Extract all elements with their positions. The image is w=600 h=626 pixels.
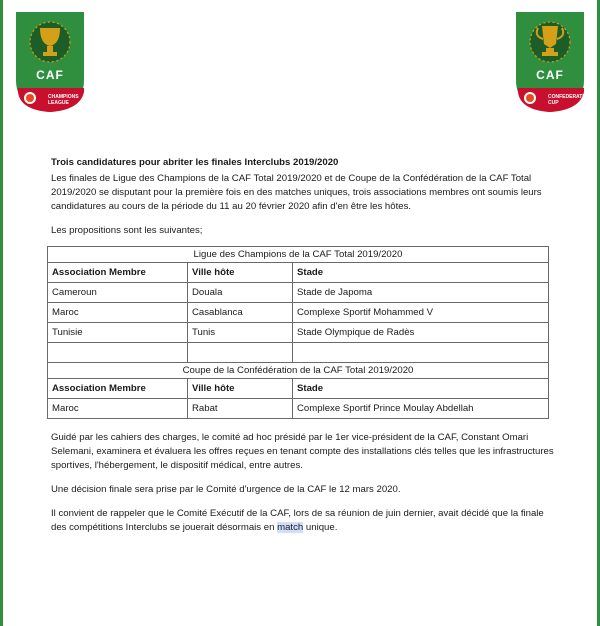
proposals-intro: Les propositions sont les suivantes; — [51, 225, 203, 236]
intro-paragraph: Les finales de Ligue des Champions de la CAF Total 2019/2020 et de Coupe de la Confédération de la CAF Total 2019/2020 se disputant pour la première fois en des matches uniques, trois associations membres ont soumis leurs candidatures au cours de la période du 11 au 20 février 2020 afin d'en être les hôtes. — [51, 173, 542, 212]
table-row — [48, 303, 549, 323]
cell-stade: Stade Olympique de Radès — [293, 323, 549, 343]
article-title: Trois candidatures pour abriter les finales Interclubs 2019/2020 — [51, 157, 339, 168]
decision-paragraph: Une décision finale sera prise par le Comité d'urgence de la CAF le 12 mars 2020. — [51, 484, 401, 495]
cell-stade: Complexe Sportif Mohammed V — [293, 303, 549, 323]
table-header-row — [48, 379, 549, 399]
committee-paragraph: Guidé par les cahiers des charges, le comité ad hoc présidé par le 1er vice-président de la CAF, Constant Omari Selemani, examinera et évaluera les offres reçues en tenant compte des installations clés telles que les infrastructures sportives, l'hébergement, le dispositif médical, entre autres. — [51, 432, 554, 471]
caf-confederation-cup-logo — [510, 8, 590, 114]
champions-league-caption: Ligue des Champions de la CAF Total 2019/2020 — [48, 247, 549, 263]
table-row — [48, 399, 549, 419]
confederation-cup-caption: Coupe de la Confédération de la CAF Total 2019/2020 — [48, 363, 549, 379]
candidatures-table — [47, 246, 549, 419]
header-association: Association Membre — [48, 263, 188, 283]
competition-name: CHAMPIONS LEAGUE — [48, 94, 79, 106]
empty-row — [48, 343, 549, 363]
header-association: Association Membre — [48, 379, 188, 399]
table-row — [48, 323, 549, 343]
cell-stade: Complexe Sportif Prince Moulay Abdellah — [293, 399, 549, 419]
cell-ville: Douala — [188, 283, 293, 303]
cell-ville: Rabat — [188, 399, 293, 419]
caf-wordmark: CAF — [36, 68, 64, 82]
competition-name: CONFEDERATION CUP — [548, 94, 592, 106]
caf-champions-league-logo — [10, 8, 90, 114]
article-body — [51, 156, 561, 545]
table-header-row — [48, 263, 549, 283]
cell-ville: Casablanca — [188, 303, 293, 323]
cell-association: Tunisie — [48, 323, 188, 343]
cell-association: Cameroun — [48, 283, 188, 303]
header-stade: Stade — [293, 263, 549, 283]
header-ville: Ville hôte — [188, 263, 293, 283]
table-row — [48, 283, 549, 303]
header-ville: Ville hôte — [188, 379, 293, 399]
cell-association: Maroc — [48, 399, 188, 419]
reminder-text-end: unique. — [303, 522, 338, 533]
reminder-paragraph — [51, 507, 561, 535]
match-link[interactable]: match — [277, 522, 304, 533]
cell-association: Maroc — [48, 303, 188, 323]
header-stade: Stade — [293, 379, 549, 399]
left-border — [0, 0, 3, 626]
reminder-text-start: Il convient de rappeler que le Comité Exécutif de la CAF, lors de sa réunion de juin dernier, avait décidé que la finale des compétitions Interclubs se jouerait désormais en — [51, 508, 544, 533]
cell-stade: Stade de Japoma — [293, 283, 549, 303]
cell-ville: Tunis — [188, 323, 293, 343]
caf-wordmark: CAF — [536, 68, 564, 82]
